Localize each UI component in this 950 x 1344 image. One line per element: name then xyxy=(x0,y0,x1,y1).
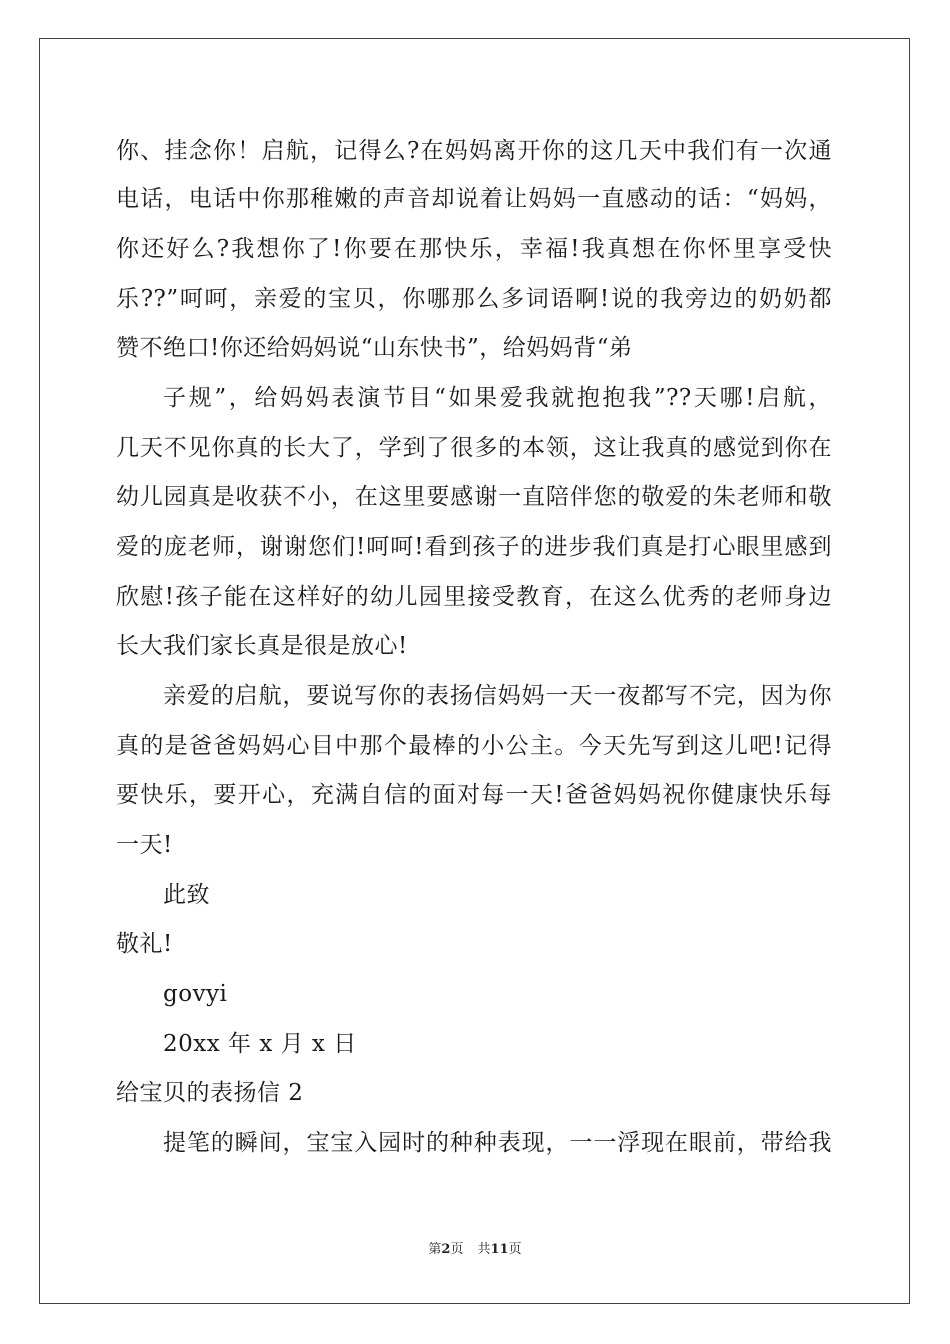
footer-page-suffix: 页 xyxy=(450,1242,464,1257)
text-line: 欣慰!孩子能在这样好的幼儿园里接受教育，在这么优秀的老师身边 xyxy=(116,584,832,610)
text-line: 要快乐，要开心，充满自信的面对每一天!爸爸妈妈祝你健康快乐每 xyxy=(116,782,832,808)
closing-salutation: 此致 xyxy=(163,882,210,908)
text-line: 你、挂念你！启航，记得么?在妈妈离开你的这几天中我们有一次通 xyxy=(116,138,832,164)
text-line: 爱的庞老师，谢谢您们!呵呵!看到孩子的进步我们真是打心眼里感到 xyxy=(116,534,832,560)
text-line: 你还好么?我想你了!你要在那快乐，幸福!我真想在你怀里享受快 xyxy=(116,236,832,262)
footer-total-suffix: 页 xyxy=(508,1242,522,1257)
page-footer xyxy=(0,1242,950,1258)
footer-total-prefix: 共 xyxy=(477,1242,491,1257)
text-line: 几天不见你真的长大了，学到了很多的本领，这让我真的感觉到你在 xyxy=(116,435,832,461)
closing-regards: 敬礼! xyxy=(116,931,173,957)
footer-page-number: 2 xyxy=(441,1242,451,1257)
date-line: 20xx 年 x 月 x 日 xyxy=(163,1031,357,1057)
page-border xyxy=(39,38,910,1304)
footer-page-prefix: 第 xyxy=(428,1242,442,1257)
section-title: 给宝贝的表扬信 2 xyxy=(116,1080,304,1106)
text-line: 赞不绝口!你还给妈妈说“山东快书”，给妈妈背“弟 xyxy=(116,335,633,361)
text-line: 长大我们家长真是很是放心! xyxy=(116,633,408,659)
text-line: 电话，电话中你那稚嫩的声音却说着让妈妈一直感动的话：“妈妈， xyxy=(116,186,832,212)
text-line: 一天! xyxy=(116,832,173,858)
text-line: 提笔的瞬间，宝宝入园时的种种表现，一一浮现在眼前，带给我 xyxy=(163,1130,832,1156)
text-line: 真的是爸爸妈妈心目中那个最棒的小公主。今天先写到这儿吧!记得 xyxy=(116,733,832,759)
text-line: 子规”，给妈妈表演节目“如果爱我就抱抱我”??天哪!启航， xyxy=(163,385,832,411)
text-line: 乐??”呵呵，亲爱的宝贝，你哪那么多词语啊!说的我旁边的奶奶都 xyxy=(116,286,832,312)
footer-total-pages: 11 xyxy=(490,1242,509,1257)
text-line: 幼儿园真是收获不小，在这里要感谢一直陪伴您的敬爱的朱老师和敬 xyxy=(116,484,832,510)
text-line: 亲爱的启航，要说写你的表扬信妈妈一天一夜都写不完，因为你 xyxy=(163,683,832,709)
signature: govyi xyxy=(163,981,228,1007)
